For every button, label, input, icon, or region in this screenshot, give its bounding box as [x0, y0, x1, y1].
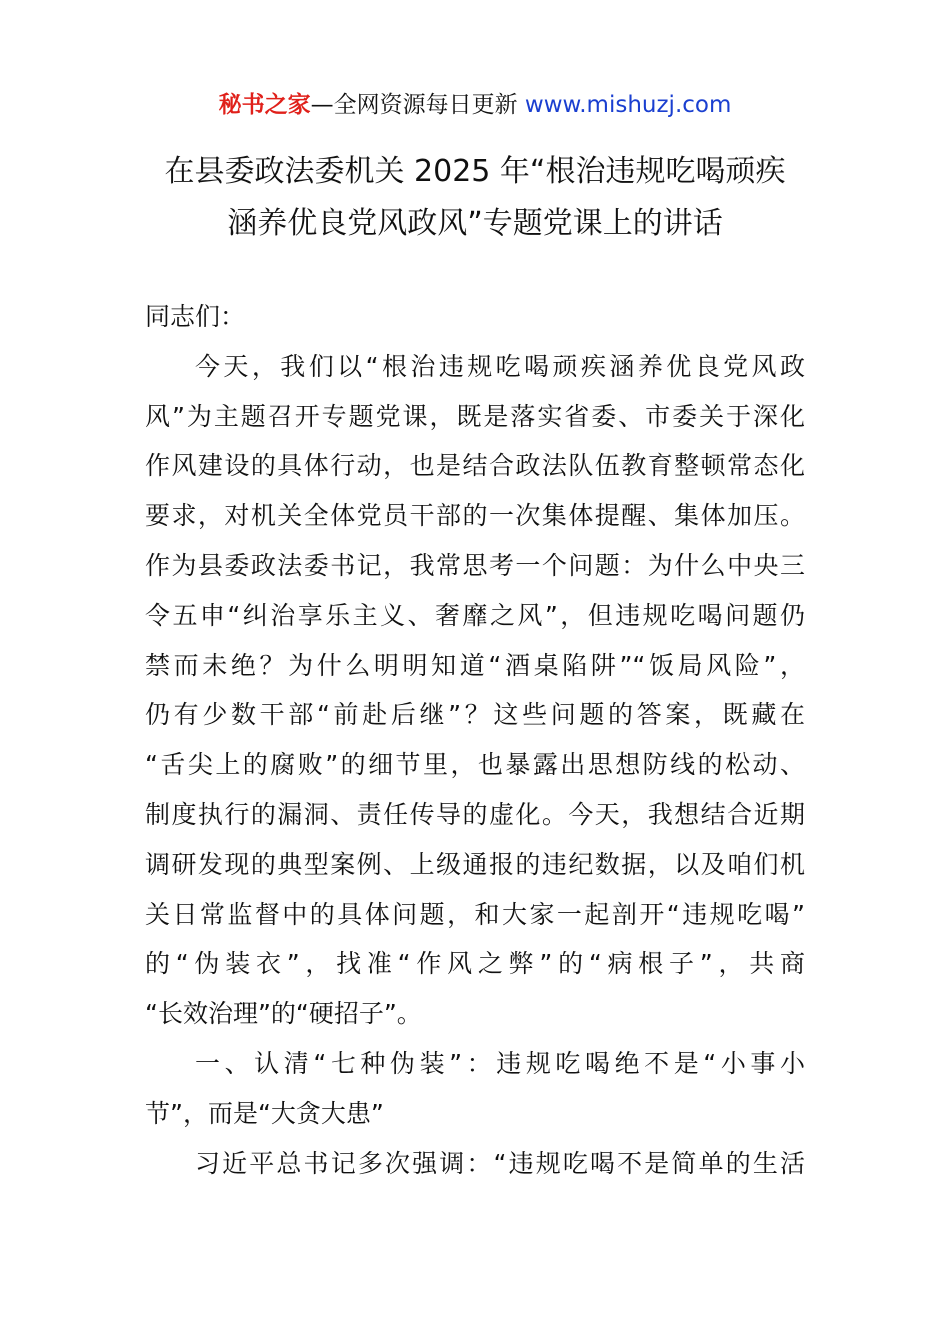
paragraph-line: 今天，我们以“根治违规吃喝顽疾涵养优良党风政 — [195, 351, 805, 381]
paragraph-line: 风”为主题召开专题党课，既是落实省委、市委关于深化 — [145, 401, 805, 431]
document-body — [145, 292, 805, 1188]
paragraph-line: 关日常监督中的具体问题，和大家一起剖开“违规吃喝” — [145, 899, 805, 929]
paragraph-line: “舌尖上的腐败”的细节里，也暴露出思想防线的松动、 — [145, 750, 805, 780]
paragraph-line: 仍有少数干部“前赴后继”？这些问题的答案，既藏在 — [145, 700, 805, 730]
paragraph-line: 作为县委政法委书记，我常思考一个问题：为什么中央三 — [145, 550, 805, 580]
paragraph-line: 制度执行的漏洞、责任传导的虚化。今天，我想结合近期 — [145, 799, 805, 829]
paragraph-line: 调研发现的典型案例、上级通报的违纪数据，以及咱们机 — [145, 849, 805, 879]
paragraph-line: 作风建设的具体行动，也是结合政法队伍教育整顿常态化 — [145, 451, 805, 481]
paragraph-line: 令五申“纠治享乐主义、奢靡之风”，但违规吃喝问题仍 — [145, 600, 805, 630]
paragraph-line: 的“伪装衣”，找准“作风之弊”的“病根子”，共商 — [145, 949, 805, 979]
document-title — [0, 146, 950, 250]
site-header — [0, 86, 950, 124]
paragraph-line: 习近平总书记多次强调：“违规吃喝不是简单的生活 — [195, 1148, 805, 1178]
title-line-1: 在县委政法委机关 2025 年“根治违规吃喝顽疾 — [164, 154, 786, 189]
section-heading: 一、认清“七种伪装”：违规吃喝绝不是“小事小 — [195, 1048, 805, 1078]
salutation: 同志们： — [145, 302, 246, 331]
site-url-link[interactable]: www.mishuzj.com — [524, 92, 732, 118]
paragraph-line: “长效治理”的“硬招子”。 — [145, 999, 422, 1029]
header-slogan: —全网资源每日更新 — [310, 92, 525, 118]
section-heading-cont: 节”，而是“大贪大患” — [145, 1098, 384, 1128]
paragraph-line: 要求，对机关全体党员干部的一次集体提醒、集体加压。 — [145, 501, 805, 531]
paragraph-line: 禁而未绝？为什么明明知道“酒桌陷阱”“饭局风险”， — [145, 650, 805, 680]
brand-name: 秘书之家 — [218, 92, 311, 118]
title-line-2: 涵养优良党风政风”专题党课上的讲话 — [227, 206, 723, 241]
